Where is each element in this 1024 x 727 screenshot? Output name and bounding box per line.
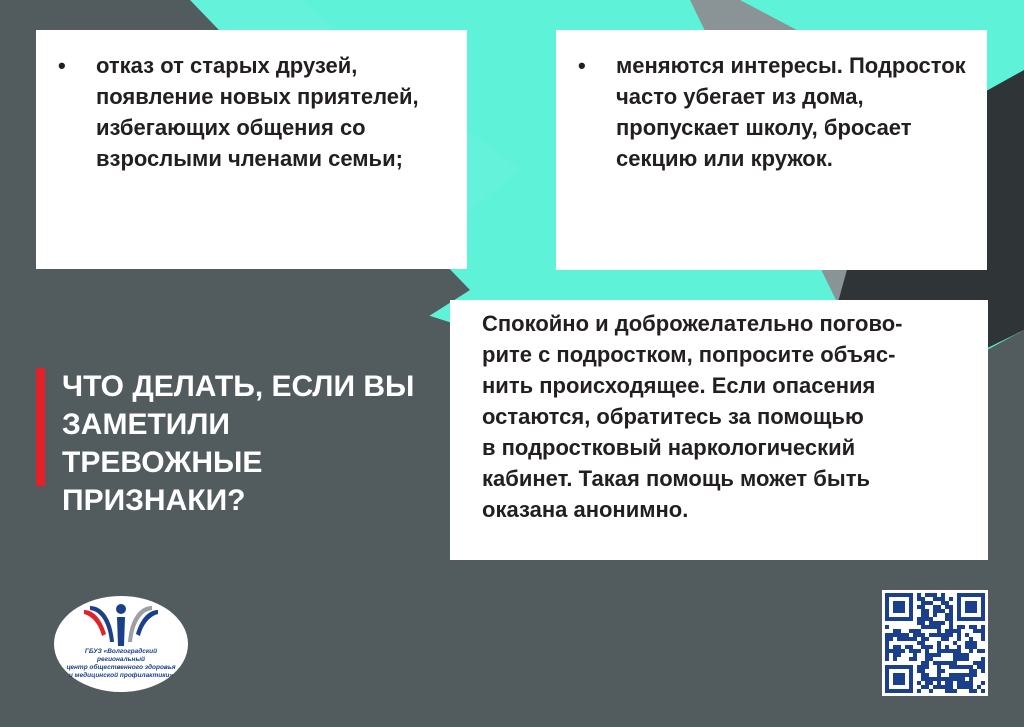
- page-title: [62, 368, 436, 520]
- advice-card: [450, 300, 988, 560]
- bullet-dot: •: [58, 53, 66, 78]
- qr-code[interactable]: [882, 590, 988, 696]
- advice-line: рите с подростком, попросите объяс-: [482, 342, 896, 367]
- logo-caption-line: ГБУЗ «Волгоградский региональный: [84, 648, 158, 663]
- list-item-text: отказ от старых друзей, появление новых приятелей, избегающих общения со взрослыми членами семьи;: [96, 53, 419, 171]
- list-item: [578, 50, 969, 174]
- advice-line: нить происходящее. Если опасения: [482, 373, 876, 398]
- title-line: ЗАМЕТИЛИ ТРЕВОЖНЫЕ: [62, 408, 263, 479]
- list-item: [58, 50, 447, 174]
- title-line: ЧТО ДЕЛАТЬ, ЕСЛИ ВЫ: [62, 370, 415, 403]
- advice-line: кабинет. Такая помощь может быть: [482, 466, 870, 491]
- advice-line: остаются, обратитесь за помощью: [482, 404, 864, 429]
- logo-caption-line: центр общественного здоровья: [66, 664, 176, 671]
- advice-line: Спокойно и доброжелательно погово-: [482, 311, 903, 336]
- logo-caption: [60, 648, 182, 680]
- heading-accent-bar: [36, 368, 45, 486]
- advice-text: [482, 308, 978, 525]
- title-line: ПРИЗНАКИ?: [62, 484, 246, 517]
- logo-caption-line: и медицинской профилактики»: [68, 672, 174, 679]
- advice-line: в подростковый наркологический: [482, 435, 856, 460]
- logo-emblem-icon: [80, 602, 162, 648]
- list-item-text: меняются интересы. Подросток часто убегает из дома, пропускает школу, бросает секцию или кружок.: [616, 53, 966, 171]
- warning-sign-card-left: [36, 30, 467, 269]
- bullet-list: [578, 50, 969, 174]
- advice-line: оказана анонимно.: [482, 497, 689, 522]
- qr-code-icon: [882, 590, 988, 696]
- organization-logo: [54, 596, 188, 692]
- bullet-list: [58, 50, 447, 174]
- section-heading: [36, 368, 436, 517]
- bullet-dot: •: [578, 53, 586, 78]
- warning-sign-card-right: [556, 30, 987, 270]
